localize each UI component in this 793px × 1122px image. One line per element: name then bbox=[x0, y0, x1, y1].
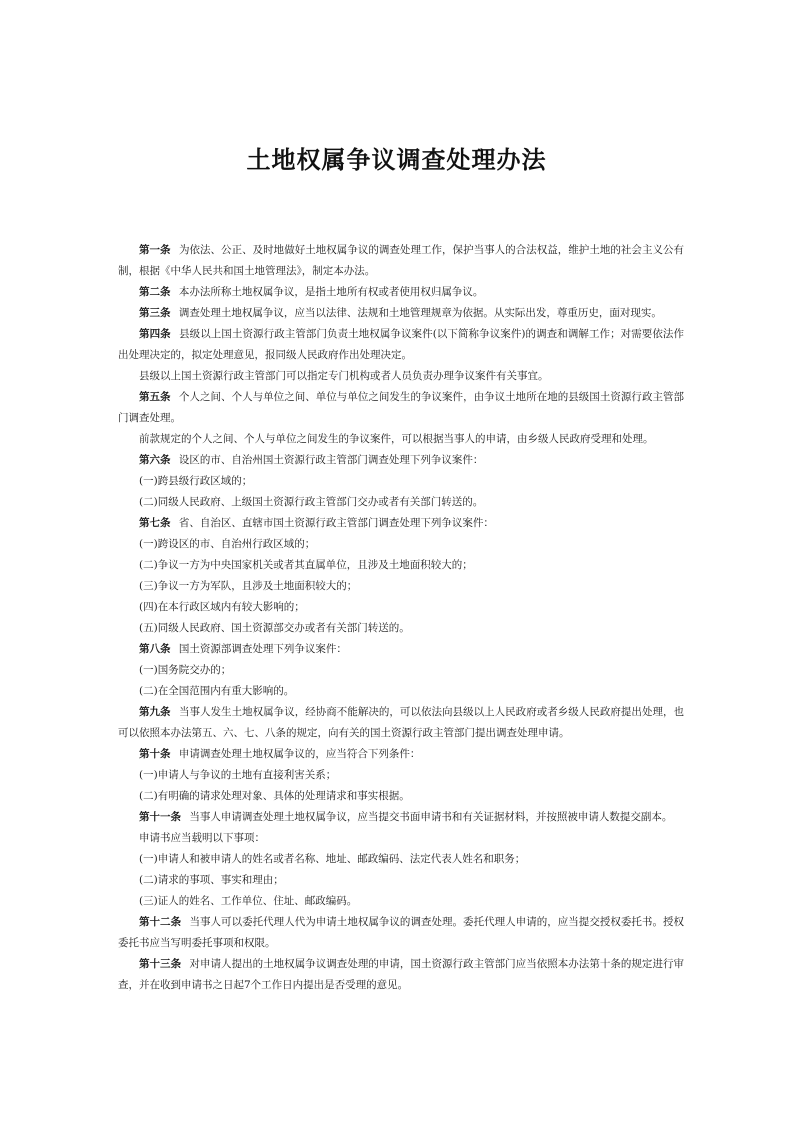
paragraph-text: (二)有明确的请求处理对象、具体的处理请求和事实根据。 bbox=[139, 790, 410, 802]
article-number: 第十条 bbox=[139, 748, 171, 760]
paragraph bbox=[118, 240, 684, 282]
paragraph-text: (四)在本行政区域内有较大影响的； bbox=[139, 601, 305, 613]
paragraph-text: 前款规定的个人之间、个人与单位之间发生的争议案件，可以根据当事人的申请，由乡级人民政府受理和处理。 bbox=[139, 433, 654, 445]
article-number: 第七条 bbox=[139, 517, 171, 529]
paragraph bbox=[118, 786, 684, 807]
paragraph bbox=[118, 534, 684, 555]
article-number: 第十一条 bbox=[139, 811, 181, 823]
paragraph bbox=[118, 303, 684, 324]
paragraph-text: 县级以上国土资源行政主管部门负责土地权属争议案件(以下简称争议案件)的调查和调解工作；对需要依法作出处理决定的，拟定处理意见，报同级人民政府作出处理决定。 bbox=[118, 328, 684, 361]
paragraph bbox=[118, 366, 684, 387]
paragraph bbox=[118, 639, 684, 660]
article-number: 第八条 bbox=[139, 643, 171, 655]
paragraph bbox=[118, 555, 684, 576]
paragraph bbox=[118, 618, 684, 639]
paragraph-text: 县级以上国土资源行政主管部门可以指定专门机构或者人员负责办理争议案件有关事宜。 bbox=[139, 370, 549, 382]
paragraph-text: (一)申请人与争议的土地有直接利害关系； bbox=[139, 769, 337, 781]
article-number: 第一条 bbox=[139, 244, 171, 256]
paragraph-text: 申请调查处理土地权属争议的，应当符合下列条件： bbox=[178, 748, 421, 760]
paragraph bbox=[118, 429, 684, 450]
paragraph-text: 当事人申请调查处理土地权属争议，应当提交书面申请书和有关证据材料，并按照被申请人数提交副本。 bbox=[189, 811, 673, 823]
paragraph-text: (一)跨设区的市、自治州行政区域的； bbox=[139, 538, 316, 550]
paragraph bbox=[118, 492, 684, 513]
paragraph bbox=[118, 891, 684, 912]
article-number: 第四条 bbox=[139, 328, 171, 340]
paragraph bbox=[118, 681, 684, 702]
paragraph bbox=[118, 660, 684, 681]
paragraph bbox=[118, 387, 684, 429]
paragraph bbox=[118, 576, 684, 597]
article-number: 第三条 bbox=[139, 307, 171, 319]
paragraph-text: 当事人可以委托代理人代为申请土地权属争议的调查处理。委托代理人申请的，应当提交授权委托书。授权委托书应当写明委托事项和权限。 bbox=[118, 916, 685, 949]
article-number: 第九条 bbox=[139, 706, 171, 718]
article-number: 第五条 bbox=[139, 391, 171, 403]
paragraph-text: 为依法、公正、及时地做好土地权属争议的调查处理工作，保护当事人的合法权益，维护土地的社会主义公有制，根据《中华人民共和国土地管理法》，制定本办法。 bbox=[118, 244, 685, 277]
paragraph-text: (五)同级人民政府、国土资源部交办或者有关部门转送的。 bbox=[139, 622, 410, 634]
paragraph-text: 对申请人提出的土地权属争议调查处理的申请，国土资源行政主管部门应当依照本办法第十条的规定进行审查，并在收到申请书之日起7个工作日内提出是否受理的意见。 bbox=[118, 958, 685, 991]
paragraph-text: 国土资源部调查处理下列争议案件： bbox=[178, 643, 347, 655]
article-number: 第六条 bbox=[139, 454, 171, 466]
paragraph bbox=[118, 870, 684, 891]
paragraph-text: 个人之间、个人与单位之间、单位与单位之间发生的争议案件，由争议土地所在地的县级国土资源行政主管部门调查处理。 bbox=[118, 391, 685, 424]
article-number: 第二条 bbox=[139, 286, 171, 298]
paragraph-text: 设区的市、自治州国土资源行政主管部门调查处理下列争议案件： bbox=[178, 454, 484, 466]
paragraph-text: (二)请求的事项、事实和理由； bbox=[139, 874, 284, 886]
paragraph bbox=[118, 450, 684, 471]
paragraph-text: (三)争议一方为军队，且涉及土地面积较大的； bbox=[139, 580, 358, 592]
paragraph bbox=[118, 597, 684, 618]
paragraph bbox=[118, 513, 684, 534]
article-number: 第十二条 bbox=[139, 916, 182, 928]
paragraph bbox=[118, 849, 684, 870]
paragraph bbox=[118, 912, 684, 954]
paragraph bbox=[118, 828, 684, 849]
paragraph-text: (二)在全国范围内有重大影响的。 bbox=[139, 685, 295, 697]
paragraph-text: 本办法所称土地权属争议，是指土地所有权或者使用权归属争议。 bbox=[178, 286, 484, 298]
paragraph bbox=[118, 765, 684, 786]
paragraph-text: (三)证人的姓名、工作单位、住址、邮政编码。 bbox=[139, 895, 358, 907]
paragraph bbox=[118, 471, 684, 492]
paragraph-text: 当事人发生土地权属争议，经协商不能解决的，可以依法向县级以上人民政府或者乡级人民政府提出处理，也可以依照本办法第五、六、七、八条的规定，向有关的国土资源行政主管部门提出调查处理申请。 bbox=[118, 706, 685, 739]
paragraph-text: (一)申请人和被申请人的姓名或者名称、地址、邮政编码、法定代表人姓名和职务； bbox=[139, 853, 526, 865]
paragraph bbox=[118, 324, 684, 366]
paragraph-text: 调查处理土地权属争议，应当以法律、法规和土地管理规章为依据。从实际出发，尊重历史，面对现实。 bbox=[178, 307, 662, 319]
paragraph-text: 省、自治区、直辖市国土资源行政主管部门调查处理下列争议案件： bbox=[178, 517, 494, 529]
paragraph bbox=[118, 807, 684, 828]
article-number: 第十三条 bbox=[139, 958, 182, 970]
paragraph bbox=[118, 282, 684, 303]
paragraph bbox=[118, 702, 684, 744]
paragraph-text: 申请书应当载明以下事项： bbox=[139, 832, 265, 844]
paragraph-text: (二)争议一方为中央国家机关或者其直属单位，且涉及土地面积较大的； bbox=[139, 559, 473, 571]
paragraph bbox=[118, 744, 684, 765]
paragraph-text: (一)跨县级行政区域的； bbox=[139, 475, 253, 487]
paragraph bbox=[118, 954, 684, 996]
paragraph-text: (一)国务院交办的； bbox=[139, 664, 232, 676]
paragraph-text: (二)同级人民政府、上级国土资源行政主管部门交办或者有关部门转送的。 bbox=[139, 496, 484, 508]
document-body bbox=[118, 240, 684, 996]
document-title: 土地权属争议调查处理办法 bbox=[246, 146, 547, 174]
